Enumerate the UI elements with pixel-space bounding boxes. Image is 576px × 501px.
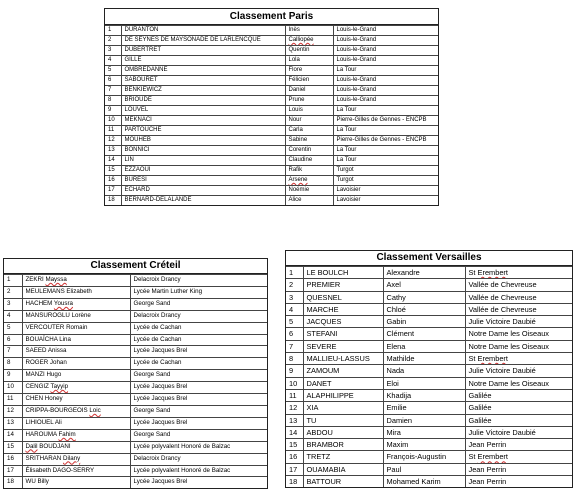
table-row <box>105 156 438 166</box>
rank-cell: 3 <box>4 298 22 310</box>
rank-cell: 11 <box>4 394 22 406</box>
student-name-cell: SRITHARAN Dilany <box>22 453 130 465</box>
school-cell: La Tour <box>333 156 438 166</box>
last-name-cell: BATTOUR <box>303 476 383 488</box>
school-cell: Notre Dame les Oiseaux <box>465 377 572 389</box>
last-name-cell: MARCHE <box>303 303 383 315</box>
last-name-cell: PARTOUCHE <box>121 126 285 136</box>
first-name-cell: Alice <box>285 196 333 206</box>
student-name-cell: VERCOUTER Romain <box>22 322 130 334</box>
last-name-cell: LE BOULCH <box>303 267 383 279</box>
table-row <box>105 56 438 66</box>
first-name-cell: Paul <box>383 463 465 475</box>
first-name-cell: Nour <box>285 116 333 126</box>
rank-cell: 2 <box>105 36 121 46</box>
table-row <box>4 477 267 488</box>
school-cell: Louis-le-Grand <box>333 46 438 56</box>
student-name-cell: MEULEMANS Elizabeth <box>22 286 130 298</box>
last-name-cell: ALAPHILIPPE <box>303 389 383 401</box>
table-row <box>286 267 572 279</box>
school-cell: George Sand <box>130 429 267 441</box>
last-name-cell: TU <box>303 414 383 426</box>
last-name-cell: DE SEYNES DE MAYSONADE DE LARLENCQUE <box>121 36 285 46</box>
school-cell: Lycée Jacques Brel <box>130 346 267 358</box>
table-row <box>286 377 572 389</box>
rank-cell: 4 <box>105 56 121 66</box>
classement-paris-table <box>104 8 439 206</box>
rank-cell: 1 <box>286 267 303 279</box>
school-cell: George Sand <box>130 405 267 417</box>
first-name-cell: Cathy <box>383 291 465 303</box>
student-name-cell: HAROUMA Fahim <box>22 429 130 441</box>
school-cell: Turgot <box>333 166 438 176</box>
school-cell: La Tour <box>333 126 438 136</box>
last-name-cell: BONNICI <box>121 146 285 156</box>
student-name-cell: CHEN Honey <box>22 394 130 406</box>
school-cell: Lycée Jacques Brel <box>130 417 267 429</box>
table-row <box>286 414 572 426</box>
school-cell: St Erembert <box>465 353 572 365</box>
school-cell: Lycée Jacques Brel <box>130 394 267 406</box>
first-name-cell: Daniel <box>285 86 333 96</box>
first-name-cell: Nada <box>383 365 465 377</box>
last-name-cell: XIA <box>303 402 383 414</box>
table-row <box>105 166 438 176</box>
table-row <box>286 365 572 377</box>
table-row <box>286 451 572 463</box>
student-name-cell: WU Billy <box>22 477 130 488</box>
school-cell: Louis-le-Grand <box>333 26 438 36</box>
table-row <box>105 126 438 136</box>
first-name-cell: Emilie <box>383 402 465 414</box>
school-cell: Louis-le-Grand <box>333 76 438 86</box>
table-row <box>105 46 438 56</box>
table-row <box>286 402 572 414</box>
first-name-cell: Quentin <box>285 46 333 56</box>
school-cell: Turgot <box>333 176 438 186</box>
school-cell: Julie Victoire Daubié <box>465 426 572 438</box>
school-cell: La Tour <box>333 106 438 116</box>
first-name-cell: Damien <box>383 414 465 426</box>
school-cell: Louis-le-Grand <box>333 56 438 66</box>
rank-cell: 6 <box>105 76 121 86</box>
school-cell: Delacroix Drancy <box>130 453 267 465</box>
table-row <box>4 370 267 382</box>
school-cell: Notre Dame les Oiseaux <box>465 328 572 340</box>
student-name-cell: Dalil BOUDJANI <box>22 441 130 453</box>
rank-cell: 5 <box>4 322 22 334</box>
paris-rows <box>105 26 438 206</box>
rank-cell: 15 <box>4 441 22 453</box>
rank-cell: 9 <box>105 106 121 116</box>
rank-cell: 1 <box>105 26 121 36</box>
last-name-cell: MALLIEU-LASSUS <box>303 353 383 365</box>
table-row <box>4 298 267 310</box>
first-name-cell: Lola <box>285 56 333 66</box>
rank-cell: 17 <box>286 463 303 475</box>
rank-cell: 9 <box>286 365 303 377</box>
rank-cell: 14 <box>4 429 22 441</box>
rank-cell: 2 <box>4 286 22 298</box>
table-row <box>105 196 438 206</box>
school-cell: Lavoisier <box>333 186 438 196</box>
last-name-cell: JACQUES <box>303 316 383 328</box>
table-row <box>286 476 572 488</box>
table-row <box>105 96 438 106</box>
last-name-cell: EZZAOUI <box>121 166 285 176</box>
first-name-cell: Alexandre <box>383 267 465 279</box>
school-cell: George Sand <box>130 298 267 310</box>
rank-cell: 16 <box>286 451 303 463</box>
rank-cell: 10 <box>4 382 22 394</box>
table-row <box>4 465 267 477</box>
last-name-cell: BERNARD-DELALANDE <box>121 196 285 206</box>
school-cell: Louis-le-Grand <box>333 86 438 96</box>
rank-cell: 11 <box>105 126 121 136</box>
rank-cell: 15 <box>105 166 121 176</box>
first-name-cell: Louis <box>285 106 333 116</box>
school-cell: Pierre-Gilles de Gennes - ENCPB <box>333 136 438 146</box>
last-name-cell: SABOURET <box>121 76 285 86</box>
rank-cell: 18 <box>286 476 303 488</box>
rank-cell: 3 <box>105 46 121 56</box>
student-name-cell: ZEKRI Mayssa <box>22 275 130 287</box>
school-cell: Galilée <box>465 414 572 426</box>
first-name-cell: Rafik <box>285 166 333 176</box>
rank-cell: 8 <box>286 353 303 365</box>
rank-cell: 8 <box>4 358 22 370</box>
table-row <box>105 26 438 36</box>
first-name-cell: Claudine <box>285 156 333 166</box>
school-cell: Julie Victoire Daubié <box>465 365 572 377</box>
school-cell: Notre Dame les Oiseaux <box>465 340 572 352</box>
rank-cell: 17 <box>4 465 22 477</box>
rank-cell: 1 <box>4 275 22 287</box>
last-name-cell: GILLE <box>121 56 285 66</box>
table-row <box>286 316 572 328</box>
paris-title: Classement Paris <box>105 9 438 25</box>
rank-cell: 16 <box>105 176 121 186</box>
first-name-cell: Mohamed Karim <box>383 476 465 488</box>
last-name-cell: BURESI <box>121 176 285 186</box>
first-name-cell: Flore <box>285 66 333 76</box>
rank-cell: 18 <box>4 477 22 488</box>
table-row <box>286 291 572 303</box>
table-row <box>4 382 267 394</box>
last-name-cell: ZAMOUM <box>303 365 383 377</box>
student-name-cell: CRIPPA-BOURGEOIS Loic <box>22 405 130 417</box>
rank-cell: 13 <box>4 417 22 429</box>
first-name-cell: Axel <box>383 279 465 291</box>
last-name-cell: LOUVEL <box>121 106 285 116</box>
last-name-cell: OMBREDANNE <box>121 66 285 76</box>
table-row <box>286 439 572 451</box>
school-cell: Delacroix Drancy <box>130 310 267 322</box>
rank-cell: 6 <box>4 334 22 346</box>
school-cell: Lycée polyvalent Honoré de Balzac <box>130 441 267 453</box>
last-name-cell: TRETZ <box>303 451 383 463</box>
rank-cell: 13 <box>286 414 303 426</box>
first-name-cell: Carla <box>285 126 333 136</box>
table-row <box>105 136 438 146</box>
table-row <box>105 36 438 46</box>
school-cell: Vallée de Chevreuse <box>465 303 572 315</box>
table-row <box>105 86 438 96</box>
classement-versailles-table <box>285 250 573 488</box>
student-name-cell: LIHIOUEL Ali <box>22 417 130 429</box>
rank-cell: 17 <box>105 186 121 196</box>
first-name-cell: Sabine <box>285 136 333 146</box>
last-name-cell: DUBERTRET <box>121 46 285 56</box>
rank-cell: 12 <box>4 405 22 417</box>
student-name-cell: HACHEM Yousra <box>22 298 130 310</box>
rank-cell: 12 <box>105 136 121 146</box>
creteil-rows <box>4 275 267 489</box>
table-row <box>105 66 438 76</box>
school-cell: Pierre-Gilles de Gennes - ENCPB <box>333 116 438 126</box>
school-cell: St Erembert <box>465 451 572 463</box>
school-cell: Vallée de Chevreuse <box>465 279 572 291</box>
rank-cell: 10 <box>105 116 121 126</box>
table-row <box>4 429 267 441</box>
table-row <box>4 394 267 406</box>
rank-cell: 7 <box>105 86 121 96</box>
rank-cell: 11 <box>286 389 303 401</box>
rank-cell: 3 <box>286 291 303 303</box>
table-row <box>286 303 572 315</box>
last-name-cell: ABDOU <box>303 426 383 438</box>
table-row <box>105 76 438 86</box>
last-name-cell: OUAMABIA <box>303 463 383 475</box>
school-cell: La Tour <box>333 66 438 76</box>
rank-cell: 10 <box>286 377 303 389</box>
rank-cell: 2 <box>286 279 303 291</box>
school-cell: Lycée de Cachan <box>130 322 267 334</box>
first-name-cell: Corentin <box>285 146 333 156</box>
table-row <box>286 328 572 340</box>
student-name-cell: CENGIZ Tayyip <box>22 382 130 394</box>
first-name-cell: Inès <box>285 26 333 36</box>
school-cell: St Erembert <box>465 267 572 279</box>
table-row <box>286 279 572 291</box>
last-name-cell: DURANTON <box>121 26 285 36</box>
rank-cell: 5 <box>286 316 303 328</box>
school-cell: Galilée <box>465 402 572 414</box>
student-name-cell: MANSUROGLU Lorène <box>22 310 130 322</box>
last-name-cell: BENKIEWICZ <box>121 86 285 96</box>
table-row <box>4 322 267 334</box>
table-row <box>4 358 267 370</box>
school-cell: Lycée Jacques Brel <box>130 477 267 488</box>
first-name-cell: Maxim <box>383 439 465 451</box>
versailles-title: Classement Versailles <box>286 251 572 266</box>
rank-cell: 7 <box>286 340 303 352</box>
rank-cell: 5 <box>105 66 121 76</box>
school-cell: Vallée de Chevreuse <box>465 291 572 303</box>
first-name-cell: Mira <box>383 426 465 438</box>
school-cell: Lycée de Cachan <box>130 334 267 346</box>
first-name-cell: Clément <box>383 328 465 340</box>
rank-cell: 9 <box>4 370 22 382</box>
last-name-cell: PREMIER <box>303 279 383 291</box>
table-row <box>286 389 572 401</box>
table-row <box>105 146 438 156</box>
rank-cell: 15 <box>286 439 303 451</box>
table-row <box>105 116 438 126</box>
last-name-cell: ECHARD <box>121 186 285 196</box>
last-name-cell: MOUHEB <box>121 136 285 146</box>
school-cell: Lycée polyvalent Honoré de Balzac <box>130 465 267 477</box>
school-cell: Lycée de Cachan <box>130 358 267 370</box>
rank-cell: 8 <box>105 96 121 106</box>
student-name-cell: BOUAÏCHA Lina <box>22 334 130 346</box>
table-row <box>4 310 267 322</box>
rank-cell: 7 <box>4 346 22 358</box>
table-row <box>4 417 267 429</box>
table-row <box>286 463 572 475</box>
table-row <box>105 106 438 116</box>
last-name-cell: BRAMBOR <box>303 439 383 451</box>
table-row <box>4 405 267 417</box>
school-cell: Galilée <box>465 389 572 401</box>
classement-creteil-table <box>3 258 268 489</box>
table-row <box>4 346 267 358</box>
last-name-cell: BRIOUDE <box>121 96 285 106</box>
table-row <box>286 340 572 352</box>
creteil-title: Classement Créteil <box>4 259 267 274</box>
school-cell: Julie Victoire Daubié <box>465 316 572 328</box>
versailles-rows <box>286 267 572 488</box>
table-row <box>4 275 267 287</box>
table-row <box>4 453 267 465</box>
table-row <box>4 286 267 298</box>
table-row <box>4 441 267 453</box>
first-name-cell: Prune <box>285 96 333 106</box>
first-name-cell: Chloé <box>383 303 465 315</box>
last-name-cell: LIN <box>121 156 285 166</box>
table-row <box>286 353 572 365</box>
student-name-cell: MANZI Hugo <box>22 370 130 382</box>
last-name-cell: DANET <box>303 377 383 389</box>
first-name-cell: Calliopée <box>285 36 333 46</box>
school-cell: Jean Perrin <box>465 463 572 475</box>
school-cell: La Tour <box>333 146 438 156</box>
school-cell: George Sand <box>130 370 267 382</box>
rank-cell: 6 <box>286 328 303 340</box>
last-name-cell: SEVERE <box>303 340 383 352</box>
first-name-cell: Noémie <box>285 186 333 196</box>
table-row <box>286 426 572 438</box>
school-cell: Lycée Martin Luther King <box>130 286 267 298</box>
rank-cell: 12 <box>286 402 303 414</box>
first-name-cell: Arsene <box>285 176 333 186</box>
table-row <box>105 186 438 196</box>
last-name-cell: QUESNEL <box>303 291 383 303</box>
rank-cell: 13 <box>105 146 121 156</box>
rank-cell: 14 <box>286 426 303 438</box>
school-cell: Delacroix Drancy <box>130 275 267 287</box>
rank-cell: 4 <box>286 303 303 315</box>
last-name-cell: MEKNACI <box>121 116 285 126</box>
table-row <box>105 176 438 186</box>
school-cell: Louis-le-Grand <box>333 96 438 106</box>
rank-cell: 18 <box>105 196 121 206</box>
student-name-cell: ROGER Johan <box>22 358 130 370</box>
rank-cell: 14 <box>105 156 121 166</box>
first-name-cell: Félicien <box>285 76 333 86</box>
school-cell: Jean Perrin <box>465 439 572 451</box>
first-name-cell: Eloi <box>383 377 465 389</box>
first-name-cell: Elena <box>383 340 465 352</box>
rank-cell: 16 <box>4 453 22 465</box>
rank-cell: 4 <box>4 310 22 322</box>
school-cell: Lavoisier <box>333 196 438 206</box>
student-name-cell: Élisabeth DAGO-SERRY <box>22 465 130 477</box>
school-cell: Louis-le-Grand <box>333 36 438 46</box>
first-name-cell: Gabin <box>383 316 465 328</box>
first-name-cell: François-Augustin <box>383 451 465 463</box>
first-name-cell: Mathilde <box>383 353 465 365</box>
last-name-cell: STEFANI <box>303 328 383 340</box>
school-cell: Lycée Jacques Brel <box>130 382 267 394</box>
school-cell: Jean Perrin <box>465 476 572 488</box>
first-name-cell: Khadija <box>383 389 465 401</box>
student-name-cell: SAEED Anissa <box>22 346 130 358</box>
table-row <box>4 334 267 346</box>
